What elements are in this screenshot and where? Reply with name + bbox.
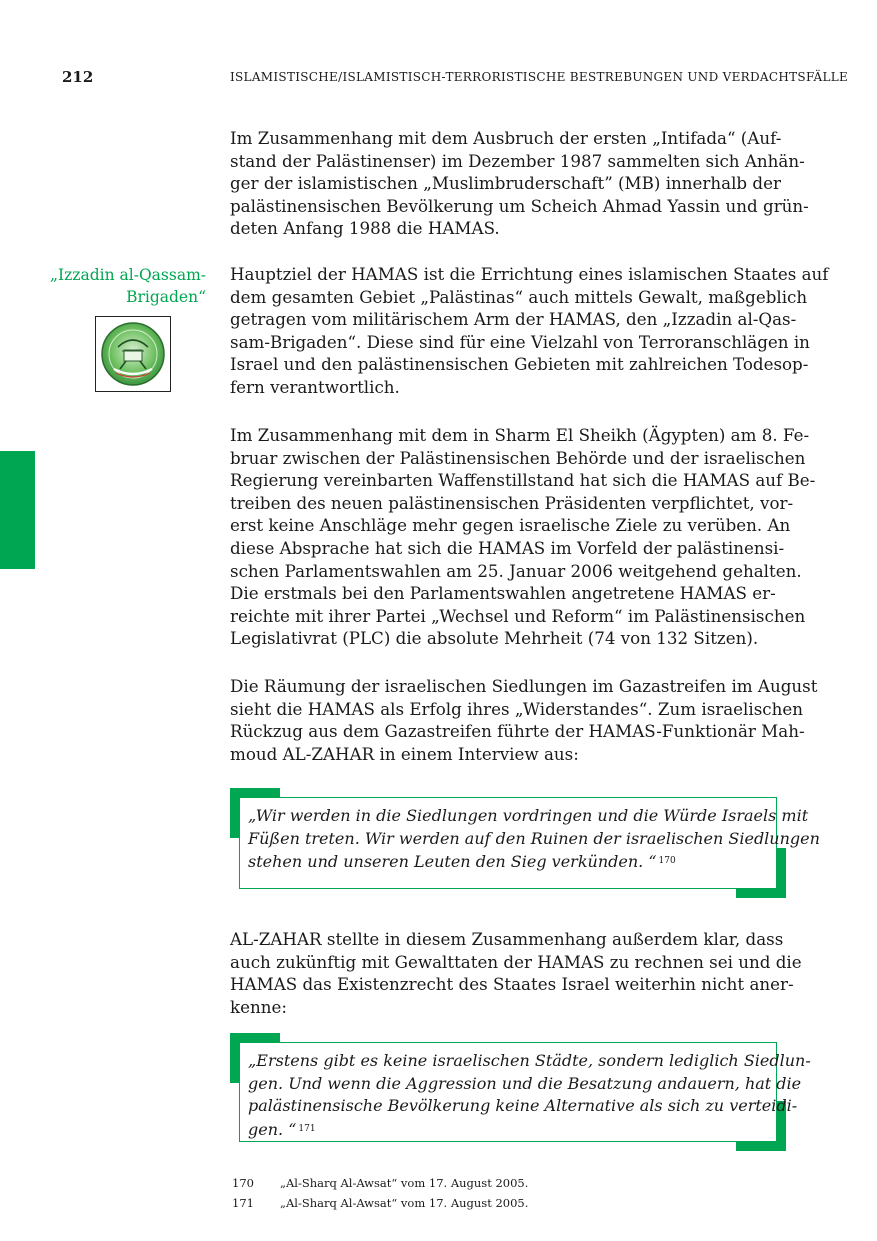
text-line: Die Räumung der israelischen Siedlungen im Gazastreifen im August [230, 676, 818, 696]
paragraph-2 [230, 263, 829, 399]
footnote-text: „Al-Sharq Al-Awsat“ vom 17. August 2005. [280, 1176, 529, 1190]
footnote-number: 171 [232, 1196, 254, 1210]
quote-text [239, 797, 820, 889]
quote-line-text: stehen und unseren Leuten den Sieg verkünden. “ [248, 852, 657, 872]
text-line: stand der Palästinenser) im Dezember 1987 sammelten sich Anhän- [230, 150, 805, 171]
quote-line: „Erstens gibt es keine israelischen Städte, sondern lediglich Siedlun- [248, 1051, 811, 1070]
text-line: dem gesamten Gebiet „Palästinas“ auch mittels Gewalt, maßgeblich [230, 286, 808, 307]
footnote-ref: 171 [298, 1123, 316, 1134]
quote-line: palästinensische Bevölkerung keine Alternative als sich zu verteidi- [248, 1096, 798, 1116]
text-line: sieht die HAMAS als Erfolg ihres „Widerstandes“. Zum israelischen [230, 698, 804, 719]
quote-text [239, 1042, 811, 1142]
text-line: getragen vom militärischem Arm der HAMAS, den „Izzadin al-Qas- [230, 309, 797, 330]
text-line: HAMAS das Existenzrecht des Staates Israel weiterhin nicht aner- [230, 974, 794, 995]
footnote-170 [232, 1176, 528, 1190]
text-line: moud AL-ZAHAR in einem Interview aus: [230, 743, 579, 764]
text-line: Im Zusammenhang mit dem Ausbruch der ersten „Intifada“ (Auf- [230, 128, 782, 148]
text-line: Rückzug aus dem Gazastreifen führte der HAMAS-Funktionär Mah- [230, 721, 805, 742]
text-line: Regierung vereinbarten Waffenstillstand hat sich die HAMAS auf Be- [230, 470, 816, 491]
text-line: sam-Brigaden“. Diese sind für eine Vielzahl von Terroranschlägen in [230, 331, 810, 352]
quote-line: gen. Und wenn die Aggression und die Besatzung andauern, hat die [248, 1073, 802, 1093]
text-line: Israel und den palästinensischen Gebieten mit zahlreichen Todesop- [230, 354, 809, 375]
hamas-emblem-icon [95, 316, 171, 392]
paragraph-5 [230, 928, 802, 1018]
quote-line-text: gen. “ [248, 1119, 297, 1139]
quote-box-1 [230, 788, 820, 898]
quote-line: Füßen treten. Wir werden auf den Ruinen der israelischen Siedlungen [248, 828, 820, 848]
text-line: AL-ZAHAR stellte in diesem Zusammenhang außerdem klar, dass [230, 929, 784, 949]
footnote-171 [232, 1196, 528, 1210]
text-line: palästinensischen Bevölkerung um Scheich Ahmad Yassin und grün- [230, 195, 809, 216]
text-line: bruar zwischen der Palästinensischen Behörde und der israelischen [230, 447, 806, 468]
margin-note-line: „Izzadin al-Qassam- [50, 266, 206, 284]
paragraph-4 [230, 675, 818, 765]
text-line: kenne: [230, 996, 287, 1017]
text-line: ger der islamistischen „Muslimbruderschaft” (MB) innerhalb der [230, 173, 781, 194]
text-line: deten Anfang 1988 die HAMAS. [230, 218, 500, 239]
text-line: schen Parlamentswahlen am 25. Januar 2006 weitgehend gehalten. [230, 560, 802, 581]
footnote-number: 170 [232, 1176, 254, 1190]
text-line: treiben des neuen palästinensischen Präsidenten verpflichtet, vor- [230, 492, 794, 513]
quote-line [248, 1118, 768, 1142]
footnote-text: „Al-Sharq Al-Awsat“ vom 17. August 2005. [280, 1196, 529, 1210]
text-line: fern verantwortlich. [230, 376, 400, 397]
footnote-ref: 170 [658, 856, 676, 867]
text-line: erst keine Anschläge mehr gegen israelische Ziele zu verüben. An [230, 515, 791, 536]
quote-box-2 [230, 1033, 811, 1151]
text-line: reichte mit ihrer Partei „Wechsel und Reform“ im Palästinensischen [230, 605, 806, 626]
margin-note [40, 264, 206, 308]
text-line: diese Absprache hat sich die HAMAS im Vorfeld der palästinensi- [230, 537, 785, 558]
text-line: Die erstmals bei den Parlamentswahlen angetretene HAMAS er- [230, 583, 776, 604]
text-line: Im Zusammenhang mit dem in Sharm El Sheikh (Ägypten) am 8. Fe- [230, 425, 810, 445]
quote-line [248, 850, 768, 874]
paragraph-3 [230, 424, 816, 650]
text-line: Hauptziel der HAMAS ist die Errichtung eines islamischen Staates auf [230, 264, 829, 284]
page-number: 212 [62, 68, 94, 86]
chapter-side-tab [0, 451, 35, 569]
text-line: auch zukünftig mit Gewalttaten der HAMAS zu rechnen sei und die [230, 951, 802, 972]
paragraph-1 [230, 127, 809, 240]
running-head: ISLAMISTISCHE/ISLAMISTISCH-TERRORISTISCHE BESTREBUNGEN UND VERDACHTSFÄLLE [230, 70, 849, 84]
margin-note-line: Brigaden“ [126, 288, 206, 306]
quote-line: „Wir werden in die Siedlungen vordringen und die Würde Israels mit [248, 806, 809, 825]
text-line: Legislativrat (PLC) die absolute Mehrheit (74 von 132 Sitzen). [230, 628, 759, 649]
